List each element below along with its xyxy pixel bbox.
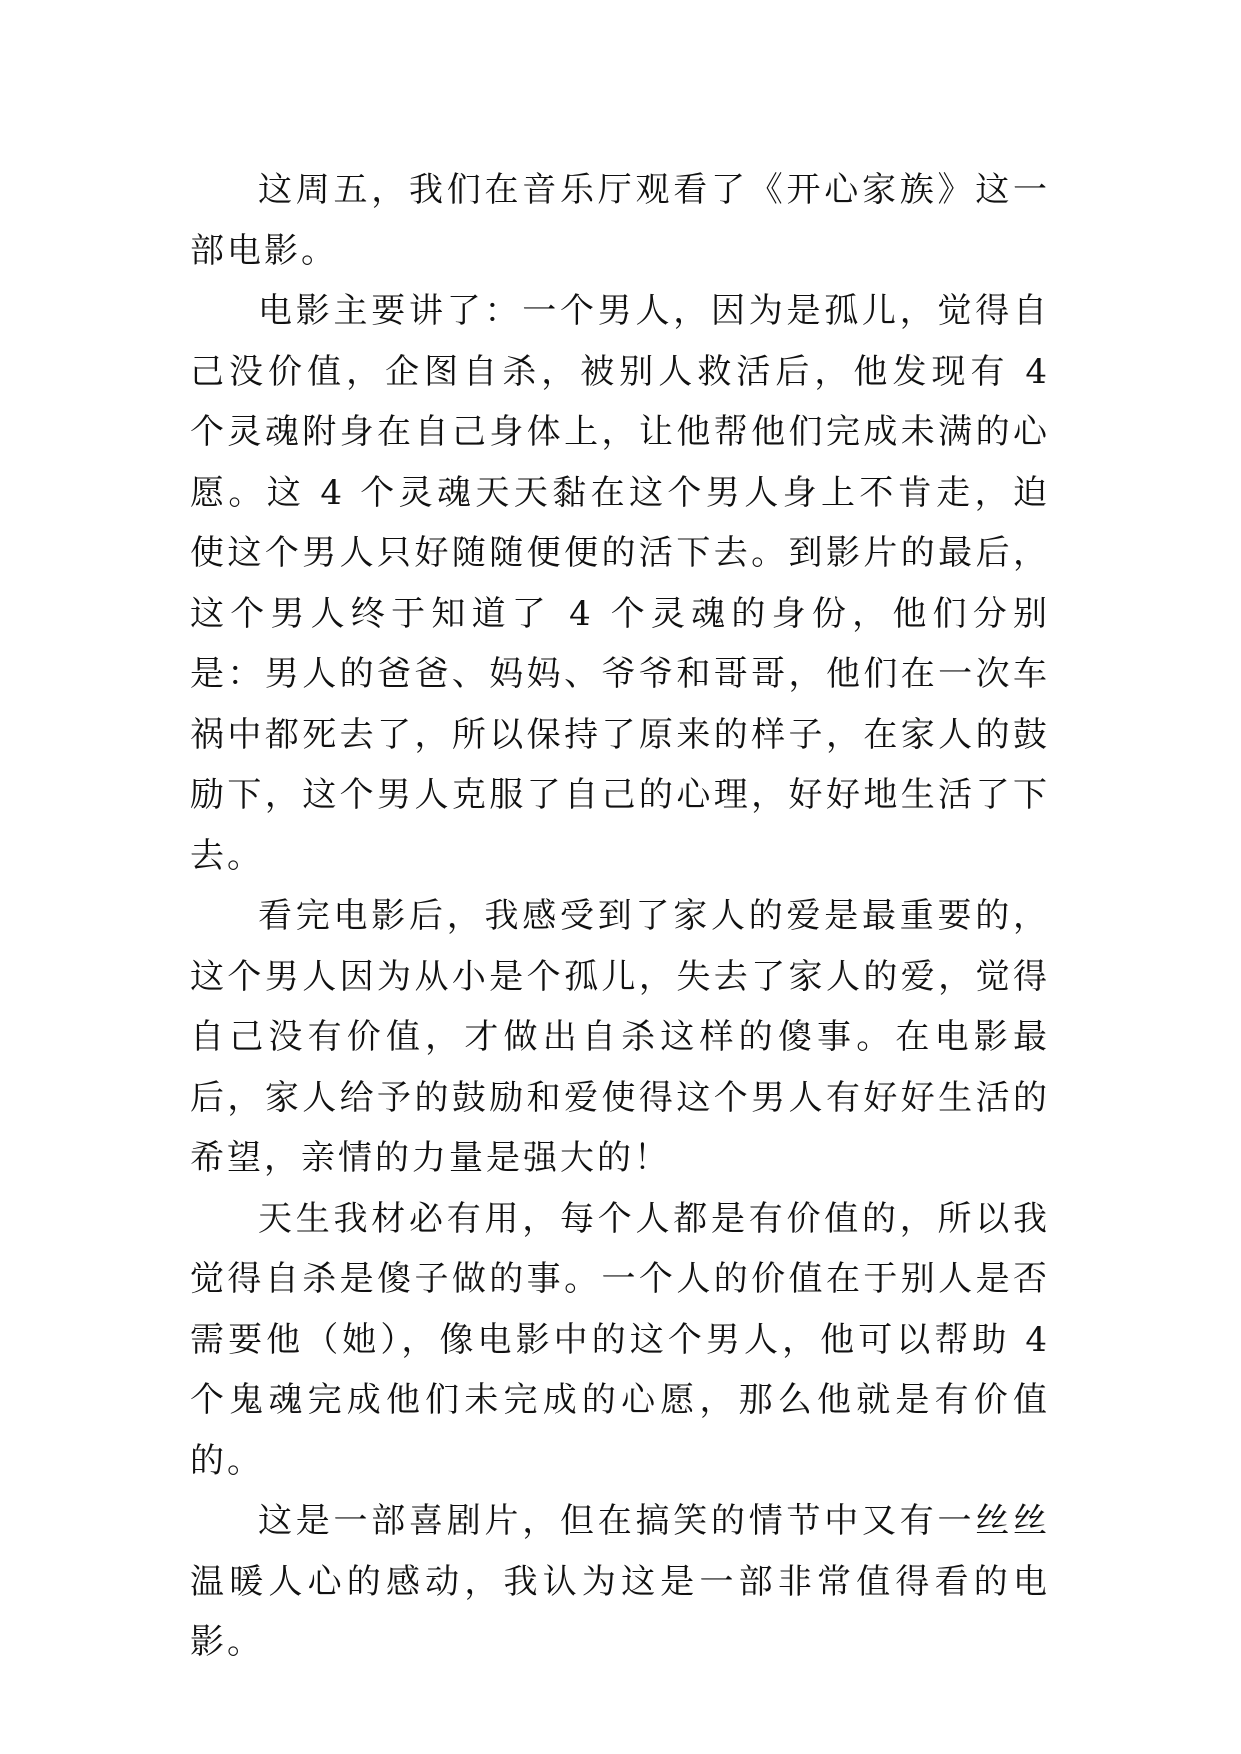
paragraph-2: 电影主要讲了：一个男人，因为是孤儿，觉得自己没价值，企图自杀，被别人救活后，他发现有 4 个灵魂附身在自己身体上，让他帮他们完成未满的心愿。这 4 个灵魂天天黏在这个男人身上不肯走，迫使这个男人只好随随便便的活下去。到影片的最后，这个男人终于知道了 4 个灵魂的身份，他们分别是：男人的爸爸、妈妈、爷爷和哥哥，他们在一次车祸中都死去了，所以保持了原来的样子，在家人的鼓励下，这个男人克服了自己的心理，好好地生活了下去。 bbox=[190, 291, 1050, 876]
paragraph-5: 这是一部喜剧片，但在搞笑的情节中又有一丝丝温暖人心的感动，我认为这是一部非常值得看的电影。 bbox=[190, 1501, 1050, 1662]
paragraph-3: 看完电影后，我感受到了家人的爱是最重要的，这个男人因为从小是个孤儿，失去了家人的爱，觉得自己没有价值，才做出自杀这样的傻事。在电影最后，家人给予的鼓励和爱使得这个男人有好好生活的希望，亲情的力量是强大的！ bbox=[190, 896, 1050, 1178]
paragraph-1: 这周五，我们在音乐厅观看了《开心家族》这一部电影。 bbox=[190, 170, 1050, 271]
document-body bbox=[190, 160, 1050, 1673]
paragraph-4: 天生我材必有用，每个人都是有价值的，所以我觉得自杀是傻子做的事。一个人的价值在于别人是否需要他（她），像电影中的这个男人，他可以帮助 4 个鬼魂完成他们未完成的心愿，那么他就是有价值的。 bbox=[190, 1198, 1050, 1481]
